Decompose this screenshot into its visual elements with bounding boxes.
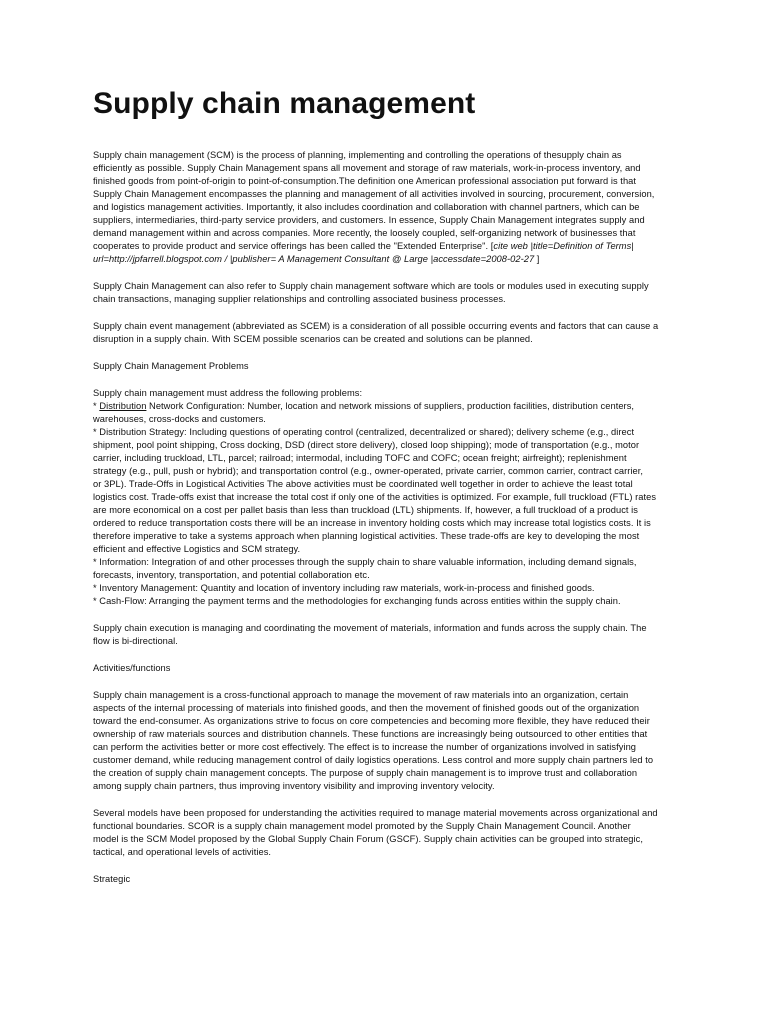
citation-url: url=http://jpfarrell.blogspot.com / |publisher= A Management Consultant @ Large |accessdate=2008-02-27 bbox=[93, 254, 535, 264]
strategy-line: carrier, including truckload, LTL, parcel; railroad; intermodal, including TOFC and COFC; ocean freight; airfreight); replenishment bbox=[93, 453, 627, 463]
execution-line: Supply chain execution is managing and coordinating the movement of materials, information and funds across the supply chain. The bbox=[93, 623, 647, 633]
activities-line: aspects of the internal processing of materials into finished goods, and then the movement of finished goods out of the organization bbox=[93, 703, 640, 713]
models-line: Several models have been proposed for understanding the activities required to manage material movements across organizational and bbox=[93, 808, 658, 818]
distribution-line bbox=[93, 400, 677, 413]
activities-line: ownership of raw materials sources and distribution channels. These functions are increasingly being outsourced to other entities that bbox=[93, 729, 648, 739]
scem-line: Supply chain event management (abbreviated as SCEM) is a consideration of all possible occurring events and factors that can cause a bbox=[93, 321, 659, 331]
strategy-line: therefore imperative to take a systems approach when planning logistical activities. These trade-offs are key to developing the most bbox=[93, 531, 640, 541]
cashflow-line: * Cash-Flow: Arranging the payment terms and the methodologies for exchanging funds across entities within the supply chain. bbox=[93, 596, 621, 606]
information-line: forecasts, inventory, transportation, and potential collaboration etc. bbox=[93, 570, 370, 580]
distribution-line: warehouses, cross-docks and customers. bbox=[93, 414, 266, 424]
page-title: Supply chain management bbox=[93, 87, 476, 120]
document-page bbox=[93, 86, 677, 900]
intro-line: efficiently as possible. Supply Chain Management spans all movement and storage of raw materials, work-in-process inventory, and bbox=[93, 163, 641, 173]
activities-line: toward the end-consumer. As organizations strive to focus on core competencies and becoming more flexible, they have reduced their bbox=[93, 716, 650, 726]
section-heading-strategic: Strategic bbox=[93, 874, 131, 884]
intro-line: and logistics management activities. Importantly, it also includes coordination and collaboration with channel partners, which can be bbox=[93, 202, 640, 212]
intro-line: suppliers, intermediaries, third-party service providers, and customers. In essence, Supply Chain Management integrates supply and bbox=[93, 215, 645, 225]
strategy-line: ordered to reduce transportation costs there will be an increase in inventory holding costs which may increase total logistics costs. It is bbox=[93, 518, 651, 528]
bullet-prefix: * bbox=[93, 401, 100, 411]
intro-line: demand management within and across companies. More recently, the loosely coupled, self-organizing network of businesses that bbox=[93, 228, 636, 238]
software-line: chain transactions, managing supplier relationships and controlling associated business processes. bbox=[93, 294, 506, 304]
scem-line: disruption in a supply chain. With SCEM possible scenarios can be created and solutions can be planned. bbox=[93, 334, 533, 344]
models-line: model is the SCM Model proposed by the Global Supply Chain Forum (GSCF). Supply chain activities can be grouped into strategic, bbox=[93, 834, 643, 844]
strategy-line: * Distribution Strategy: Including questions of operating control (centralized, decentralized or shared); delivery scheme (e.g., direct bbox=[93, 427, 635, 437]
intro-line: Supply chain management (SCM) is the process of planning, implementing and controlling the operations of thesupply chain as bbox=[93, 150, 622, 160]
execution-line: flow is bi-directional. bbox=[93, 636, 178, 646]
software-line: Supply Chain Management can also refer to Supply chain management software which are tools or modules used in executing supply bbox=[93, 281, 649, 291]
information-line: * Information: Integration of and other processes through the supply chain to share valuable information, including demand signals, bbox=[93, 557, 637, 567]
section-heading-problems: Supply Chain Management Problems bbox=[93, 361, 249, 371]
software-paragraph bbox=[93, 280, 677, 306]
strategy-line: are more economical on a cost per pallet basis than less than truckload (LTL) shipments. If, however, a full truckload of a product is bbox=[93, 505, 638, 515]
inventory-line: * Inventory Management: Quantity and location of inventory including raw materials, work-in-process and finished goods. bbox=[93, 583, 595, 593]
strategy-line: or 3PL). Trade-Offs in Logistical Activities The above activities must be coordinated well together in order to achieve the least total bbox=[93, 479, 633, 489]
citation-text: cite web |title=Definition of Terms| bbox=[493, 241, 634, 251]
strategy-line: strategy (e.g., pull, push or hybrid); and transportation control (e.g., owner-operated, private carrier, common carrier, contract carrier, bbox=[93, 466, 644, 476]
activities-paragraph bbox=[93, 689, 677, 793]
section-heading-activities: Activities/functions bbox=[93, 663, 171, 673]
problems-intro bbox=[93, 387, 677, 608]
intro-paragraph bbox=[93, 149, 677, 266]
activities-line: among supply chain partners, thus improving inventory visibility and improving inventory velocity. bbox=[93, 781, 495, 791]
intro-line-with-citation bbox=[93, 240, 677, 253]
activities-line: Supply chain management is a cross-functional approach to manage the movement of raw materials into an organization, certain bbox=[93, 690, 629, 700]
intro-line: finished goods from point-of-origin to point-of-consumption.The definition one American professional association put forward is that bbox=[93, 176, 637, 186]
problems-block bbox=[93, 387, 677, 608]
strategy-line: logistics cost. Trade-offs exist that increase the total cost if only one of the activities is optimized. For example, full truckload (FTL) rates bbox=[93, 492, 657, 502]
activities-line: customer demand, while reducing management control of daily logistics operations. Less control and more supply chain partners led to bbox=[93, 755, 654, 765]
distribution-text: Network Configuration: Number, location and network missions of suppliers, production facilities, distribution centers, bbox=[146, 401, 635, 411]
citation-close: ] bbox=[534, 254, 540, 264]
intro-line: Supply Chain Management encompasses the planning and management of all activities involved in sourcing, procurement, conversion, bbox=[93, 189, 655, 199]
strategy-line: shipment, pool point shipping, Cross docking, DSD (direct store delivery), closed loop shipping); mode of transportation (e.g., motor bbox=[93, 440, 640, 450]
models-line: functional boundaries. SCOR is a supply chain management model promoted by the Supply Chain Management Council. Another bbox=[93, 821, 631, 831]
intro-line-text: cooperates to provide product and service offerings has been called the "Extended Enterprise". [ bbox=[93, 241, 494, 251]
models-paragraph bbox=[93, 807, 677, 859]
citation-line bbox=[93, 253, 677, 266]
models-line: tactical, and operational levels of activities. bbox=[93, 847, 272, 857]
scem-paragraph bbox=[93, 320, 677, 346]
strategy-line: efficient and effective Logistics and SCM strategy. bbox=[93, 544, 301, 554]
execution-paragraph bbox=[93, 622, 677, 648]
activities-line: the creation of supply chain management concepts. The purpose of supply chain management is to improve trust and collaboration bbox=[93, 768, 638, 778]
activities-line: can perform the activities better or more cost effectively. The effect is to increase the number of organizations involved in satisfying bbox=[93, 742, 637, 752]
distribution-link[interactable]: Distribution bbox=[99, 401, 147, 411]
problems-intro-line: Supply chain management must address the following problems: bbox=[93, 388, 363, 398]
